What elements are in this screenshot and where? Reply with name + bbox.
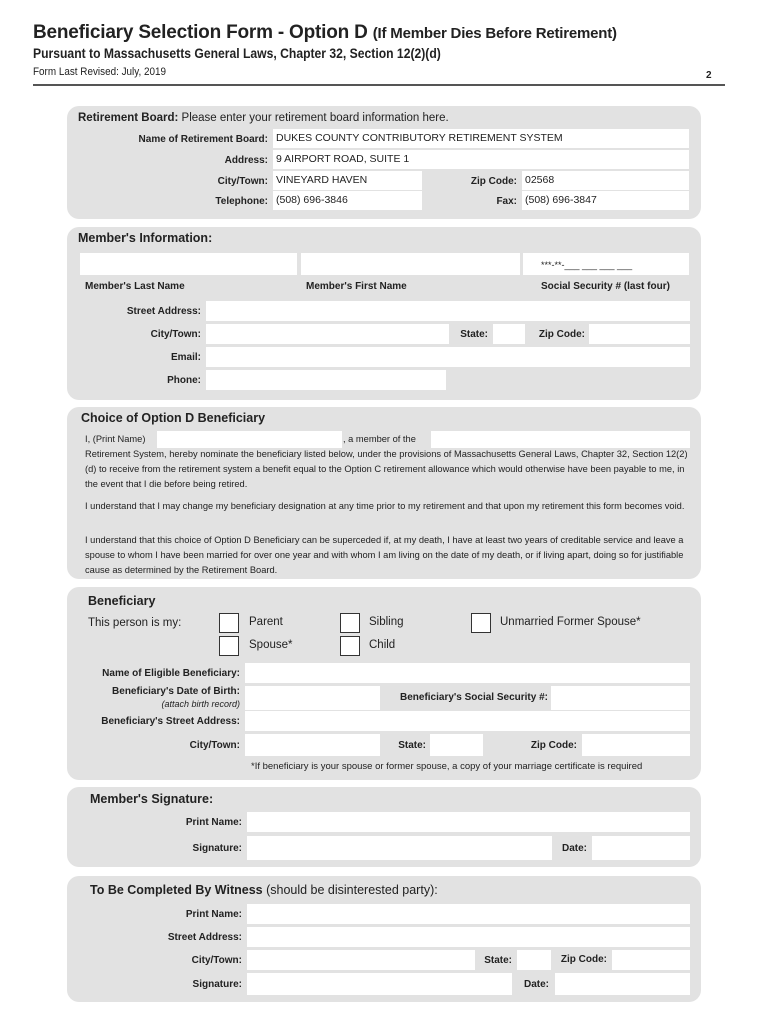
member-of-text: , a member of the	[343, 434, 416, 444]
board-phone-label: Telephone:	[215, 196, 268, 207]
witness-street-field[interactable]	[247, 927, 690, 947]
witness-state-field[interactable]	[517, 950, 551, 970]
member-zip-field[interactable]	[589, 324, 690, 344]
sibling-option-label: Sibling	[369, 616, 404, 628]
beneficiary-city-field[interactable]	[245, 734, 380, 756]
member-phone-field[interactable]	[206, 370, 446, 390]
member-print-name-label: Print Name:	[185, 817, 242, 828]
parent-checkbox[interactable]	[219, 613, 239, 633]
witness-street-label: Street Address:	[167, 932, 242, 943]
beneficiary-name-label: Name of Eligible Beneficiary:	[102, 668, 240, 679]
witness-signature-field[interactable]	[247, 973, 512, 995]
witness-zip-label: Zip Code:	[560, 954, 607, 965]
parent-option-label: Parent	[249, 616, 283, 628]
spouse-option-label: Spouse*	[249, 639, 293, 651]
child-checkbox[interactable]	[340, 636, 360, 656]
ssn-mask: ***-**-___ ___ ___ ___	[541, 260, 633, 270]
sibling-checkbox[interactable]	[340, 613, 360, 633]
member-ssn-field[interactable]	[523, 253, 689, 275]
member-street-label: Street Address:	[126, 306, 201, 317]
form-subtitle: Pursuant to Massachusetts General Laws, Chapter 32, Section 12(2)(d)	[33, 46, 441, 61]
board-fax-field[interactable]: (508) 696-3847	[522, 191, 689, 210]
choice-paragraph-2: I understand that I may change my beneficiary designation at any time prior to my retirement and that upon my retirement this form becomes void.	[85, 501, 685, 511]
print-name-field[interactable]	[157, 431, 342, 448]
witness-print-name-field[interactable]	[247, 904, 690, 924]
member-info-heading: Member's Information:	[78, 231, 213, 245]
member-state-label: State:	[460, 329, 488, 340]
member-last-name-field[interactable]	[80, 253, 297, 275]
board-zip-label: Zip Code:	[470, 176, 517, 187]
member-street-field[interactable]	[206, 301, 690, 321]
member-signature-field[interactable]	[247, 836, 552, 860]
witness-zip-field[interactable]	[612, 950, 690, 970]
beneficiary-dob-label: Beneficiary's Date of Birth:	[112, 686, 240, 697]
board-name-label: Name of Retirement Board:	[138, 134, 268, 145]
marriage-certificate-footnote: *If beneficiary is your spouse or former spouse, a copy of your marriage certificate is required	[251, 761, 643, 772]
member-signature-heading: Member's Signature:	[90, 792, 214, 806]
member-ssn-label: Social Security # (last four)	[541, 281, 670, 292]
board-zip-field[interactable]: 02568	[522, 171, 689, 190]
member-last-name-label: Member's Last Name	[85, 281, 185, 292]
print-name-prefix: I, (Print Name)	[85, 434, 146, 444]
board-name-field[interactable]: DUKES COUNTY CONTRIBUTORY RETIREMENT SYSTEM	[273, 129, 689, 148]
beneficiary-name-field[interactable]	[245, 663, 690, 683]
revision-date: Form Last Revised: July, 2019	[33, 66, 166, 78]
beneficiary-city-label: City/Town:	[189, 740, 240, 751]
beneficiary-ssn-label: Beneficiary's Social Security #:	[399, 692, 548, 703]
member-city-field[interactable]	[206, 324, 449, 344]
relationship-prompt: This person is my:	[88, 617, 182, 629]
unmarried-former-spouse-option-label: Unmarried Former Spouse*	[500, 616, 641, 628]
member-email-field[interactable]	[206, 347, 690, 367]
birth-record-note: (attach birth record)	[161, 699, 240, 709]
member-date-field[interactable]	[592, 836, 690, 860]
member-first-name-field[interactable]	[301, 253, 520, 275]
beneficiary-state-field[interactable]	[430, 734, 483, 756]
board-city-field[interactable]: VINEYARD HAVEN	[273, 171, 422, 190]
unmarried-former-spouse-checkbox[interactable]	[471, 613, 491, 633]
choice-paragraph-3: I understand that this choice of Option D Beneficiary can be superceded if, at my death, I have at least two years of creditable service and leave a spouse to whom I have been married for over one year and with whom I am living on the date of my death, or if living apart, doing so for justifiable cause as determined by the Retirement Board.	[85, 535, 684, 575]
witness-signature-label: Signature:	[192, 979, 242, 990]
member-zip-label: Zip Code:	[538, 329, 585, 340]
board-city-label: City/Town:	[217, 176, 268, 187]
spouse-checkbox[interactable]	[219, 636, 239, 656]
page-number: 2	[706, 70, 712, 81]
child-option-label: Child	[369, 639, 396, 651]
retirement-system-field[interactable]	[431, 431, 690, 448]
witness-date-field[interactable]	[555, 973, 690, 995]
beneficiary-street-label: Beneficiary's Street Address:	[101, 716, 240, 727]
beneficiary-zip-field[interactable]	[582, 734, 690, 756]
board-address-label: Address:	[224, 155, 268, 166]
board-phone-field[interactable]: (508) 696-3846	[273, 191, 422, 210]
witness-city-label: City/Town:	[191, 955, 242, 966]
header-divider	[33, 84, 725, 86]
member-date-label: Date:	[561, 843, 587, 854]
board-address-field[interactable]: 9 AIRPORT ROAD, SUITE 1	[273, 150, 689, 169]
board-fax-label: Fax:	[496, 196, 517, 207]
member-first-name-label: Member's First Name	[306, 281, 407, 292]
retirement-board-heading: Retirement Board: Please enter your retirement board information here.	[78, 112, 449, 124]
choice-paragraph-1: Retirement System, hereby nominate the beneficiary listed below, under the provisions of Massachusetts General Laws, Chapter 32, Section 12(2)(d) to receive from the retirement system a benefit equal to the Option C retirement allowance which would otherwise have been payable to me, in the event that I die before being retired.	[85, 449, 688, 489]
member-city-label: City/Town:	[150, 329, 201, 340]
beneficiary-state-label: State:	[398, 740, 426, 751]
witness-city-field[interactable]	[247, 950, 475, 970]
member-signature-label: Signature:	[192, 843, 242, 854]
beneficiary-zip-label: Zip Code:	[530, 740, 577, 751]
member-email-label: Email:	[170, 352, 201, 363]
witness-print-name-label: Print Name:	[185, 909, 242, 920]
beneficiary-dob-field[interactable]	[245, 686, 380, 710]
member-state-field[interactable]	[493, 324, 525, 344]
beneficiary-ssn-field[interactable]	[551, 686, 690, 710]
member-phone-label: Phone:	[167, 375, 201, 386]
witness-state-label: State:	[484, 955, 512, 966]
witness-date-label: Date:	[523, 979, 549, 990]
form-title: Beneficiary Selection Form - Option D (If Member Dies Before Retirement)	[33, 22, 617, 43]
choice-heading: Choice of Option D Beneficiary	[81, 411, 266, 425]
beneficiary-heading: Beneficiary	[88, 594, 156, 608]
beneficiary-street-field[interactable]	[245, 711, 690, 731]
witness-heading: To Be Completed By Witness (should be disinterested party):	[90, 883, 438, 897]
member-print-name-field[interactable]	[247, 812, 690, 832]
